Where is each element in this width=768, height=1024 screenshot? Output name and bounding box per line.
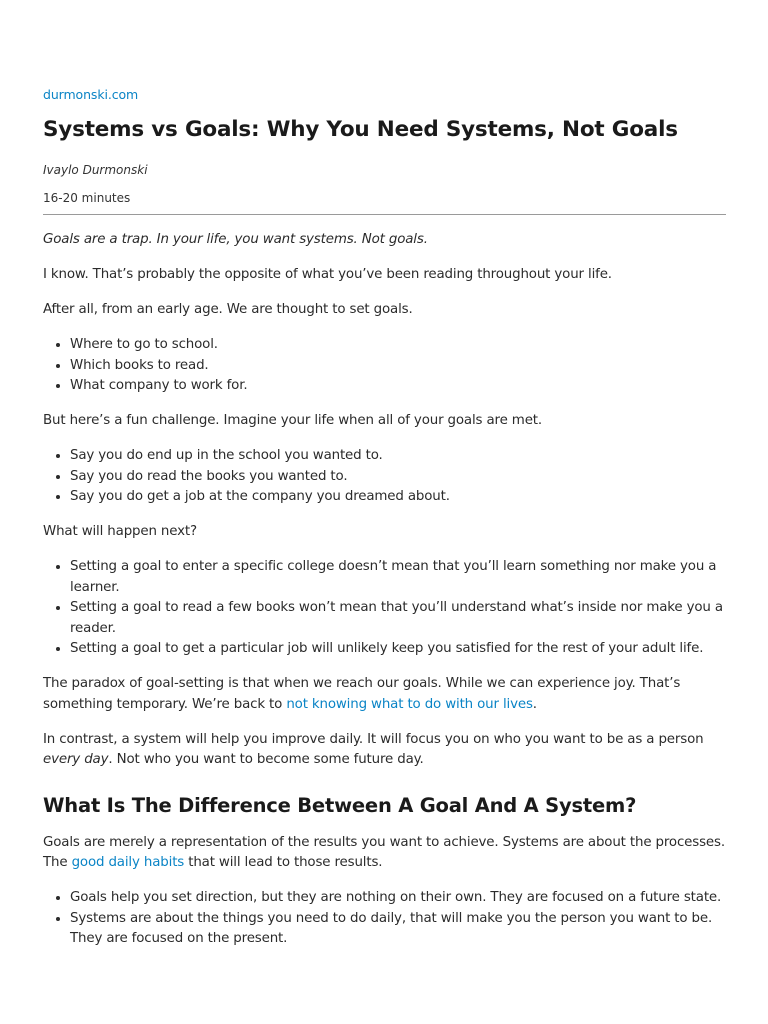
list-item: • Systems are about the things you need to do daily, that will make you the person you want to be. They are focused on the present. xyxy=(70,909,726,950)
list-item: • What company to work for. xyxy=(70,376,726,397)
site-link[interactable]: durmonski.com xyxy=(43,87,139,102)
list-item: • Say you do read the books you wanted to. xyxy=(70,467,726,488)
bullet-list xyxy=(43,335,726,397)
inline-link-habits[interactable]: good daily habits xyxy=(71,855,185,870)
list-item: • Setting a goal to get a particular job will unlikely keep you satisfied for the rest of your adult life. xyxy=(70,639,726,660)
list-item: • Setting a goal to read a few books won’t mean that you’ll understand what’s inside nor make you a reader. xyxy=(70,598,726,639)
paragraph: After all, from an early age. We are thought to set goals. xyxy=(43,302,413,317)
bullet-list xyxy=(43,557,726,660)
read-time: 16-20 minutes xyxy=(43,191,131,205)
bullet-list xyxy=(43,888,726,950)
paragraph: What will happen next? xyxy=(43,524,197,539)
inline-link-lives[interactable]: not knowing what to do with our lives xyxy=(286,696,533,712)
list-item: • Say you do get a job at the company you dreamed about. xyxy=(70,487,726,508)
paragraph: I know. That’s probably the opposite of what you’ve been reading throughout your life. xyxy=(43,267,612,282)
paragraph: Goals are merely a representation of the results you want to achieve. Systems are about the processes. The good daily habits that will lead to those results. xyxy=(43,834,725,870)
paragraph: The paradox of goal-setting is that when we reach our goals. While we can experience joy. That’s something temporary. We’re back to not knowing what to do with our lives. xyxy=(43,676,681,712)
list-item: • Which books to read. xyxy=(70,356,726,377)
header-divider xyxy=(43,214,726,215)
paragraph: But here’s a fun challenge. Imagine your life when all of your goals are met. xyxy=(43,413,542,428)
article-title: Systems vs Goals: Why You Need Systems, Not Goals xyxy=(43,117,678,142)
list-item: • Say you do end up in the school you wanted to. xyxy=(70,446,726,467)
list-item: • Setting a goal to enter a specific college doesn’t mean that you’ll learn something nor make you a learner. xyxy=(70,557,726,598)
bullet-list xyxy=(43,446,726,508)
section-heading: What Is The Difference Between A Goal And A System? xyxy=(43,793,637,817)
paragraph: In contrast, a system will help you improve daily. It will focus you on who you want to be as a person every day. Not who you want to become some future day. xyxy=(43,731,704,767)
list-item: • Where to go to school. xyxy=(70,335,726,356)
article-author: Ivaylo Durmonski xyxy=(43,163,148,177)
list-item: • Goals help you set direction, but they are nothing on their own. They are focused on a future state. xyxy=(70,888,726,909)
intro-paragraph: Goals are a trap. In your life, you want systems. Not goals. xyxy=(43,232,428,247)
article-body xyxy=(43,230,726,964)
